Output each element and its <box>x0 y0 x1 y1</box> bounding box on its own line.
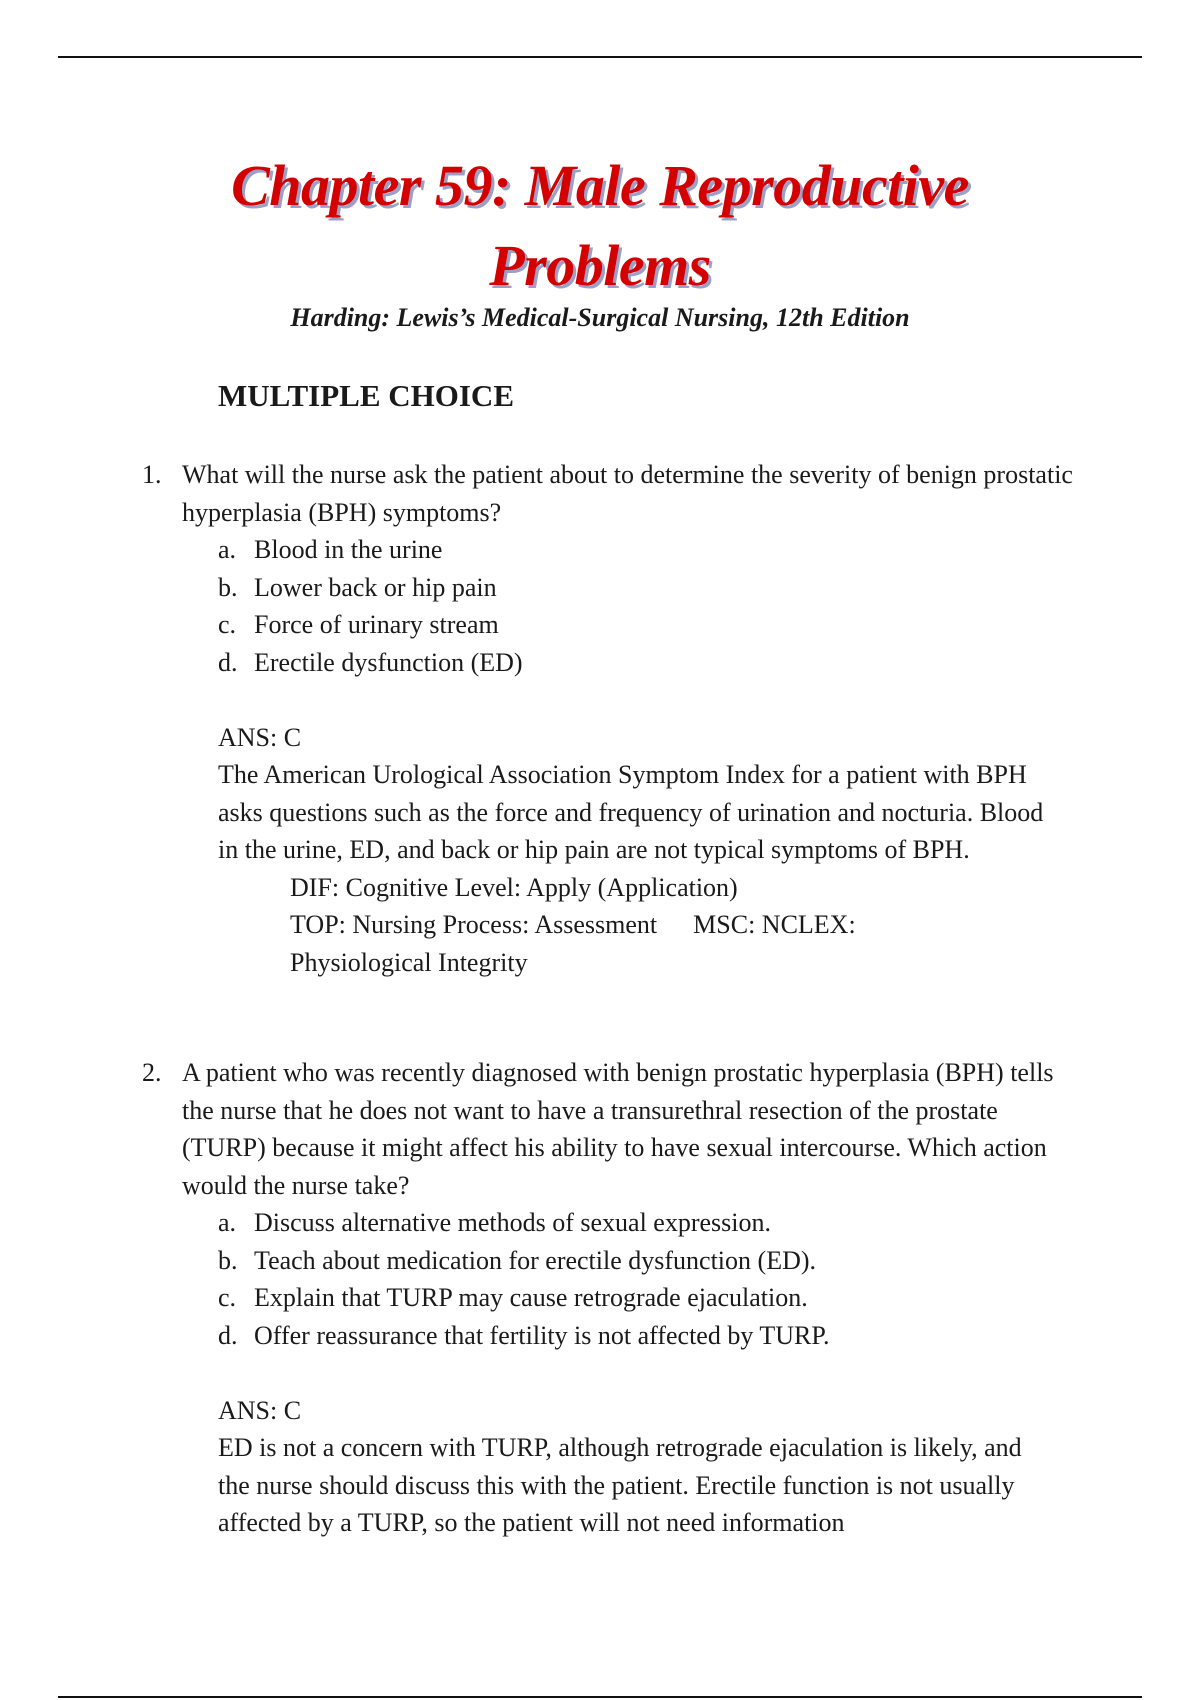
difficulty: DIF: Cognitive Level: Apply (Application) <box>290 872 738 902</box>
rationale: The American Urological Association Symptom Index for a patient with BPH asks questions such as the force and frequency of urination and nocturia. Blood in the urine, ED, and back or hip pain are not typical symptoms of BPH. <box>218 760 1044 864</box>
chapter-title-line1: Chapter 59: Male Reproductive <box>231 153 969 218</box>
option-letter: a. <box>218 535 237 564</box>
question-stem: What will the nurse ask the patient about to determine the severity of benign prostatic hyperplasia (BPH) symptoms? <box>182 460 1073 527</box>
section-heading: MULTIPLE CHOICE <box>218 378 514 413</box>
option-text: Force of urinary stream <box>254 610 499 639</box>
question-2 <box>142 1054 1082 1542</box>
answer-block <box>218 1392 1048 1542</box>
question-number: 2. <box>142 1058 162 1087</box>
option-c <box>218 1279 1082 1317</box>
top-rule <box>58 56 1142 58</box>
option-letter: c. <box>218 1283 237 1312</box>
chapter-title-line2: Problems <box>489 233 711 298</box>
answer-key: ANS: C <box>218 1395 302 1425</box>
question-1 <box>142 456 1082 981</box>
book-subtitle: Harding: Lewis’s Medical-Surgical Nursing, 12th Edition <box>290 303 910 332</box>
option-letter: d. <box>218 647 238 677</box>
option-text: Erectile dysfunction (ED) <box>254 647 523 677</box>
answer-options <box>218 531 1082 681</box>
option-d <box>218 1317 1082 1355</box>
option-a <box>218 531 1082 569</box>
option-letter: a. <box>218 1208 237 1237</box>
option-letter: c. <box>218 610 237 639</box>
option-text: Offer reassurance that fertility is not affected by TURP. <box>254 1320 830 1350</box>
option-letter: d. <box>218 1320 238 1350</box>
answer-key: ANS: C <box>218 722 302 752</box>
topic: TOP: Nursing Process: Assessment <box>290 910 658 939</box>
msc-category: MSC: NCLEX: <box>693 910 856 939</box>
option-letter: b. <box>218 1245 238 1275</box>
option-text: Blood in the urine <box>254 535 443 564</box>
answer-options <box>218 1204 1082 1354</box>
option-letter: b. <box>218 572 238 602</box>
answer-block <box>218 719 1048 982</box>
msc-category-continued: Physiological Integrity <box>290 947 528 977</box>
rationale: ED is not a concern with TURP, although retrograde ejaculation is likely, and the nurse should discuss this with the patient. Erectile function is not usually affected by a TURP, so the patient will not need information <box>218 1433 1022 1537</box>
chapter-title <box>150 146 1050 306</box>
question-number: 1. <box>142 460 162 489</box>
option-text: Lower back or hip pain <box>254 572 497 602</box>
option-c <box>218 606 1082 644</box>
option-d <box>218 644 1082 682</box>
option-text: Explain that TURP may cause retrograde ejaculation. <box>254 1283 808 1312</box>
option-text: Teach about medication for erectile dysfunction (ED). <box>254 1245 817 1275</box>
option-b <box>218 1242 1082 1280</box>
option-b <box>218 569 1082 607</box>
bottom-rule <box>58 1696 1142 1698</box>
option-a <box>218 1204 1082 1242</box>
question-metadata <box>290 869 1048 982</box>
option-text: Discuss alternative methods of sexual expression. <box>254 1208 771 1237</box>
question-stem: A patient who was recently diagnosed with benign prostatic hyperplasia (BPH) tells the nurse that he does not want to have a transurethral resection of the prostate (TURP) because it might affect his ability to have sexual intercourse. Which action would the nurse take? <box>182 1058 1054 1200</box>
